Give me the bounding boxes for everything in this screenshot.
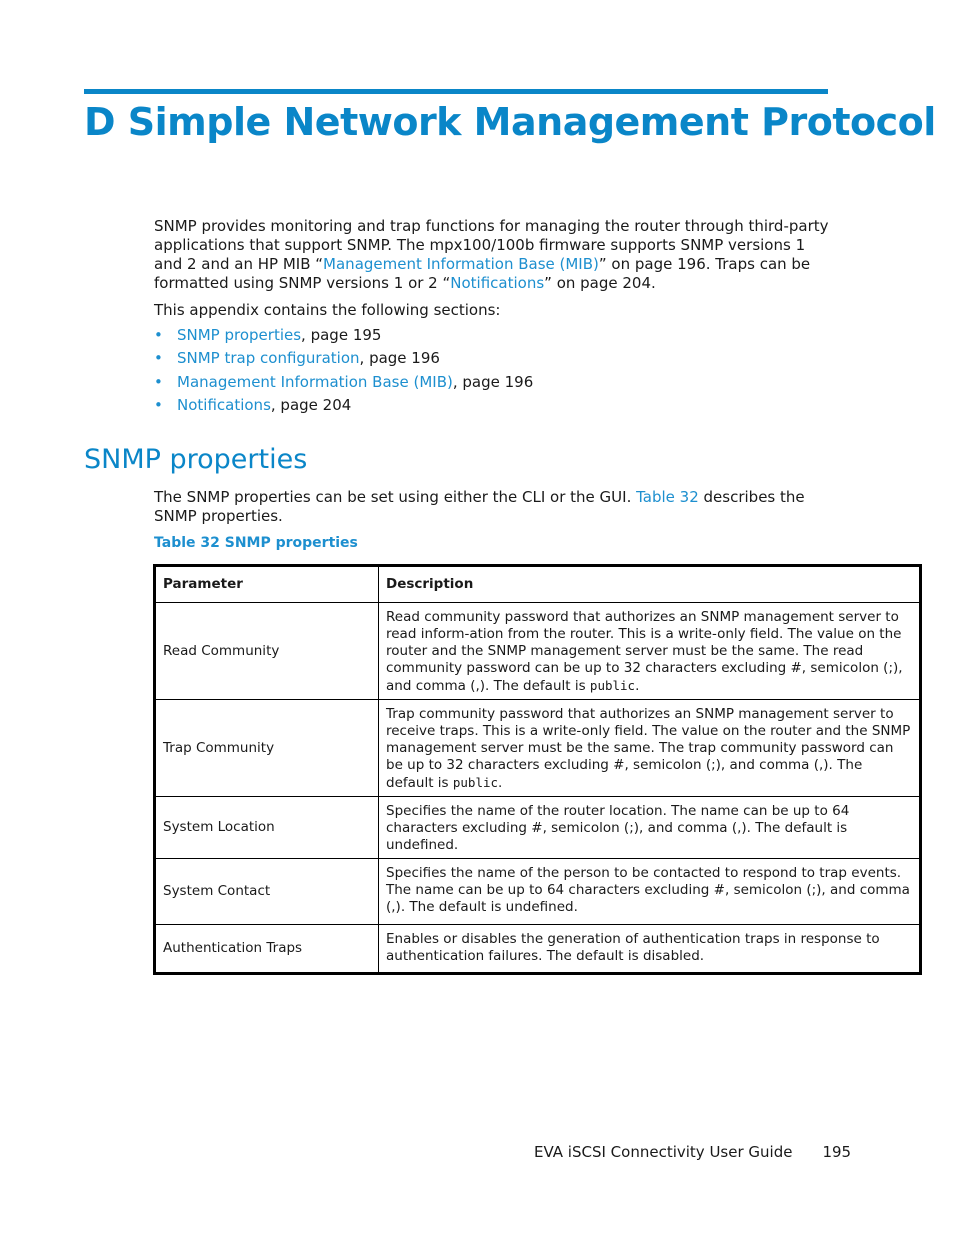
description-tail: . [498, 775, 503, 791]
table-caption: Table 32 SNMP properties [154, 535, 358, 551]
page-footer [534, 1143, 851, 1161]
snmp-properties-table [153, 564, 922, 975]
description-cell: Enables or disables the generation of authentication traps in response to authentication failures. The default is disabled. [379, 925, 921, 974]
section-list [154, 324, 533, 417]
toc-page: , page 195 [301, 326, 382, 344]
intro-text-2: ” on page 196. Traps can be formatted using SNMP versions 1 or 2 “ [154, 255, 811, 292]
section-list-item [154, 371, 533, 394]
toc-page: , page 196 [452, 372, 534, 391]
description-tail: . [635, 678, 640, 694]
section-intro-text-2: describes the SNMP properties. [154, 488, 805, 525]
bullet-icon: • [154, 349, 163, 368]
description-text: Read community password that authorizes an SNMP management server to read inform-ation from the router. This is a write-only field. The value on the router and the SNMP management server must be the same. The read community password can be up to 32 characters excluding #, semicolon (;), and comma (,). The default is [386, 609, 903, 694]
parameter-cell: Read Community [155, 603, 379, 700]
description-text: Trap community password that authorizes an SNMP management server to receive traps. This is a write-only field. The value on the router and the SNMP management server must be the same. The trap community password can be up to 32 characters excluding #, semicolon (;), and comma (,). The default is [386, 706, 911, 791]
parameter-cell: System Contact [155, 859, 379, 925]
section-list-item [154, 394, 533, 417]
table-row [155, 925, 921, 974]
section-list-item [154, 347, 533, 370]
link-notifications[interactable]: Notifications [450, 274, 545, 292]
table-row [155, 603, 921, 700]
table-header-row [155, 566, 921, 603]
link-mib[interactable]: Management Information Base (MIB) [323, 255, 599, 273]
description-cell: Specifies the name of the router location. The name can be up to 64 characters excluding #, semicolon (;), and comma (,). The default is undefined. [379, 797, 921, 859]
bullet-icon: • [154, 395, 163, 414]
toc-link-snmp-properties[interactable]: SNMP properties [177, 326, 302, 344]
section-title: SNMP properties [84, 444, 308, 475]
toc-link-snmp-trap-configuration[interactable]: SNMP trap configuration [177, 349, 360, 368]
footer-guide-title: EVA iSCSI Connectivity User Guide [534, 1143, 793, 1161]
toc-page: , page 196 [359, 349, 440, 368]
default-value: public [589, 678, 636, 693]
chapter-rule [84, 89, 828, 94]
table-row [155, 797, 921, 859]
toc-link-notifications[interactable]: Notifications [177, 395, 271, 414]
section-list-item [154, 324, 533, 347]
intro-text-1: SNMP provides monitoring and trap functions for managing the router through third-party applications that support SNMP. The mpx100/100b firmware supports SNMP versions 1 and 2 and an HP MIB “ [154, 217, 829, 273]
intro-paragraph [154, 217, 834, 293]
parameter-cell: Trap Community [155, 700, 379, 797]
toc-page: , page 204 [270, 395, 352, 414]
table-row [155, 859, 921, 925]
parameter-cell: Authentication Traps [155, 925, 379, 974]
column-header-parameter: Parameter [155, 566, 379, 603]
link-table-32[interactable]: Table 32 [636, 488, 699, 506]
column-header-description: Description [379, 566, 921, 603]
bullet-icon: • [154, 326, 163, 344]
description-cell [379, 603, 921, 700]
section-intro [154, 488, 834, 526]
section-intro-text-1: The SNMP properties can be set using either the CLI or the GUI. [154, 488, 637, 506]
page-number: 195 [822, 1143, 852, 1161]
intro-text-3: ” on page 204. [544, 274, 656, 292]
toc-link-mib[interactable]: Management Information Base (MIB) [177, 372, 453, 391]
chapter-title: D Simple Network Management Protocol [84, 100, 936, 144]
description-cell: Specifies the name of the person to be contacted to respond to trap events. The name can be up to 64 characters excluding #, semicolon (;), and comma (,). The default is undefined. [379, 859, 921, 925]
contains-text: This appendix contains the following sections: [154, 301, 501, 319]
parameter-cell: System Location [155, 797, 379, 859]
bullet-icon: • [154, 372, 163, 391]
description-cell [379, 700, 921, 797]
table-row [155, 700, 921, 797]
default-value: public [452, 775, 499, 790]
